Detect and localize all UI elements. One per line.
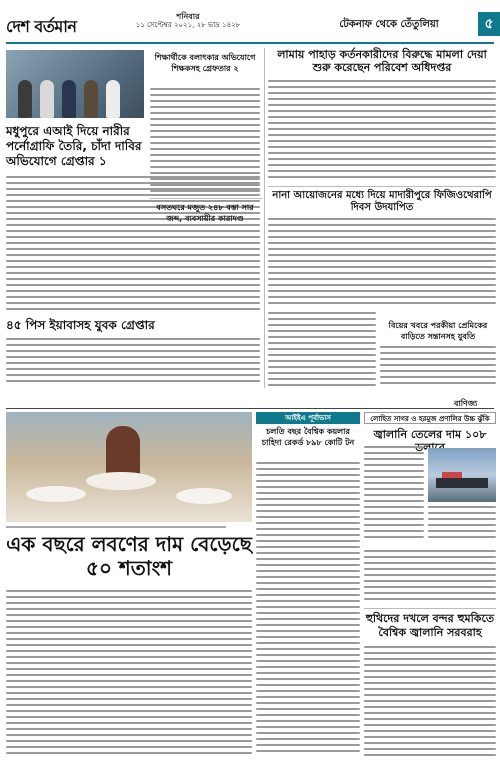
s5-headline: বসতঘরে মজুত ২৪৮ বস্তা সার জব্দ, ব্যবসায়ীর কারাদণ্ড — [156, 203, 254, 223]
s2-headline: মধুপুরে এআই দিয়ে নারীর পর্নোগ্রাফি তৈরি, চাঁদা দাবির অভিযোগে গ্রেপ্তার ১ — [6, 124, 142, 168]
s1-headline: শিক্ষার্থীকে বলাৎকার অভিযোগে শিক্ষকসহ গ্রেফতার ২ — [154, 53, 256, 73]
salt-field-photo — [6, 412, 252, 522]
s9-body-continued — [428, 506, 496, 546]
s11-body — [364, 646, 496, 760]
s9-body — [364, 446, 424, 546]
s8-headline: চলতি বছর বৈশ্বিক কয়লার চাহিদা রেকর্ড ৮৯৮ কোটি টন — [261, 427, 355, 447]
s4-body — [268, 80, 496, 184]
s7-body — [380, 346, 496, 390]
s9-body-lower — [364, 550, 496, 606]
s5-body — [268, 312, 376, 390]
masthead — [0, 0, 500, 44]
day-label: শনিবার — [176, 12, 200, 21]
s8-kicker: আইইএ পূর্বাভাস — [256, 412, 360, 424]
section-label: বাণিজ্য — [454, 399, 478, 408]
divider — [268, 186, 496, 187]
section-banner: টেকনাফ থেকে তেঁতুলিয়া — [339, 19, 439, 30]
arrest-photo — [6, 50, 144, 118]
ship-photo — [428, 448, 496, 502]
s4-headline: লামায় পাহাড় কর্তনকারীদের বিরুদ্ধে মামলা দেয়া শুরু করেছেন পরিবেশ অধিদপ্তর — [277, 48, 487, 74]
s2-body — [6, 176, 260, 314]
date-label: ১১ সেপ্টেম্বর ২০২১, ২৮ ভাদ্র ১৪২৮ — [135, 21, 241, 29]
divider — [150, 198, 262, 199]
dateline — [118, 12, 258, 30]
s10-headline: এক বছরে লবণের দাম বেড়েছে ৫০ শতাংশ — [6, 532, 252, 580]
masthead-divider — [6, 42, 494, 44]
s8-body — [256, 462, 360, 760]
s6-body — [268, 218, 496, 308]
logo-text: দেশ বর্তমান — [6, 17, 77, 36]
s11-headline: হুথিদের দখলে বন্দর হুমকিতে বৈশ্বিক জ্বালানি সরবরাহ — [365, 612, 495, 639]
divider — [364, 608, 496, 609]
page-number: ৫ — [478, 12, 500, 36]
s3-body — [6, 338, 260, 388]
s9-headline: জ্বালানি তেলের দাম ১০৮ — [373, 428, 487, 441]
s9-kicker: লোহিত সাগর ও হরমুজ প্রণালির উচ্চ ঝুঁকি — [364, 412, 496, 424]
s3-headline: ৪৫ পিস ইয়াবাসহ যুবক গ্রেপ্তার — [6, 318, 155, 332]
section-divider — [6, 408, 494, 409]
s7-headline: বিয়ের খবরে পরকীয়া প্রেমিকের বাড়িতে সন্তানসহ যুবতি — [388, 321, 488, 341]
column-divider — [264, 48, 265, 388]
photo-caption — [6, 524, 252, 528]
s6-headline: নানা আয়োজনের মধ্যে দিয়ে মাদারীপুরে ফিজিওথেরাপি দিবস উদযাপিত — [272, 190, 492, 213]
newspaper-logo — [6, 10, 94, 40]
s10-body — [6, 590, 252, 760]
